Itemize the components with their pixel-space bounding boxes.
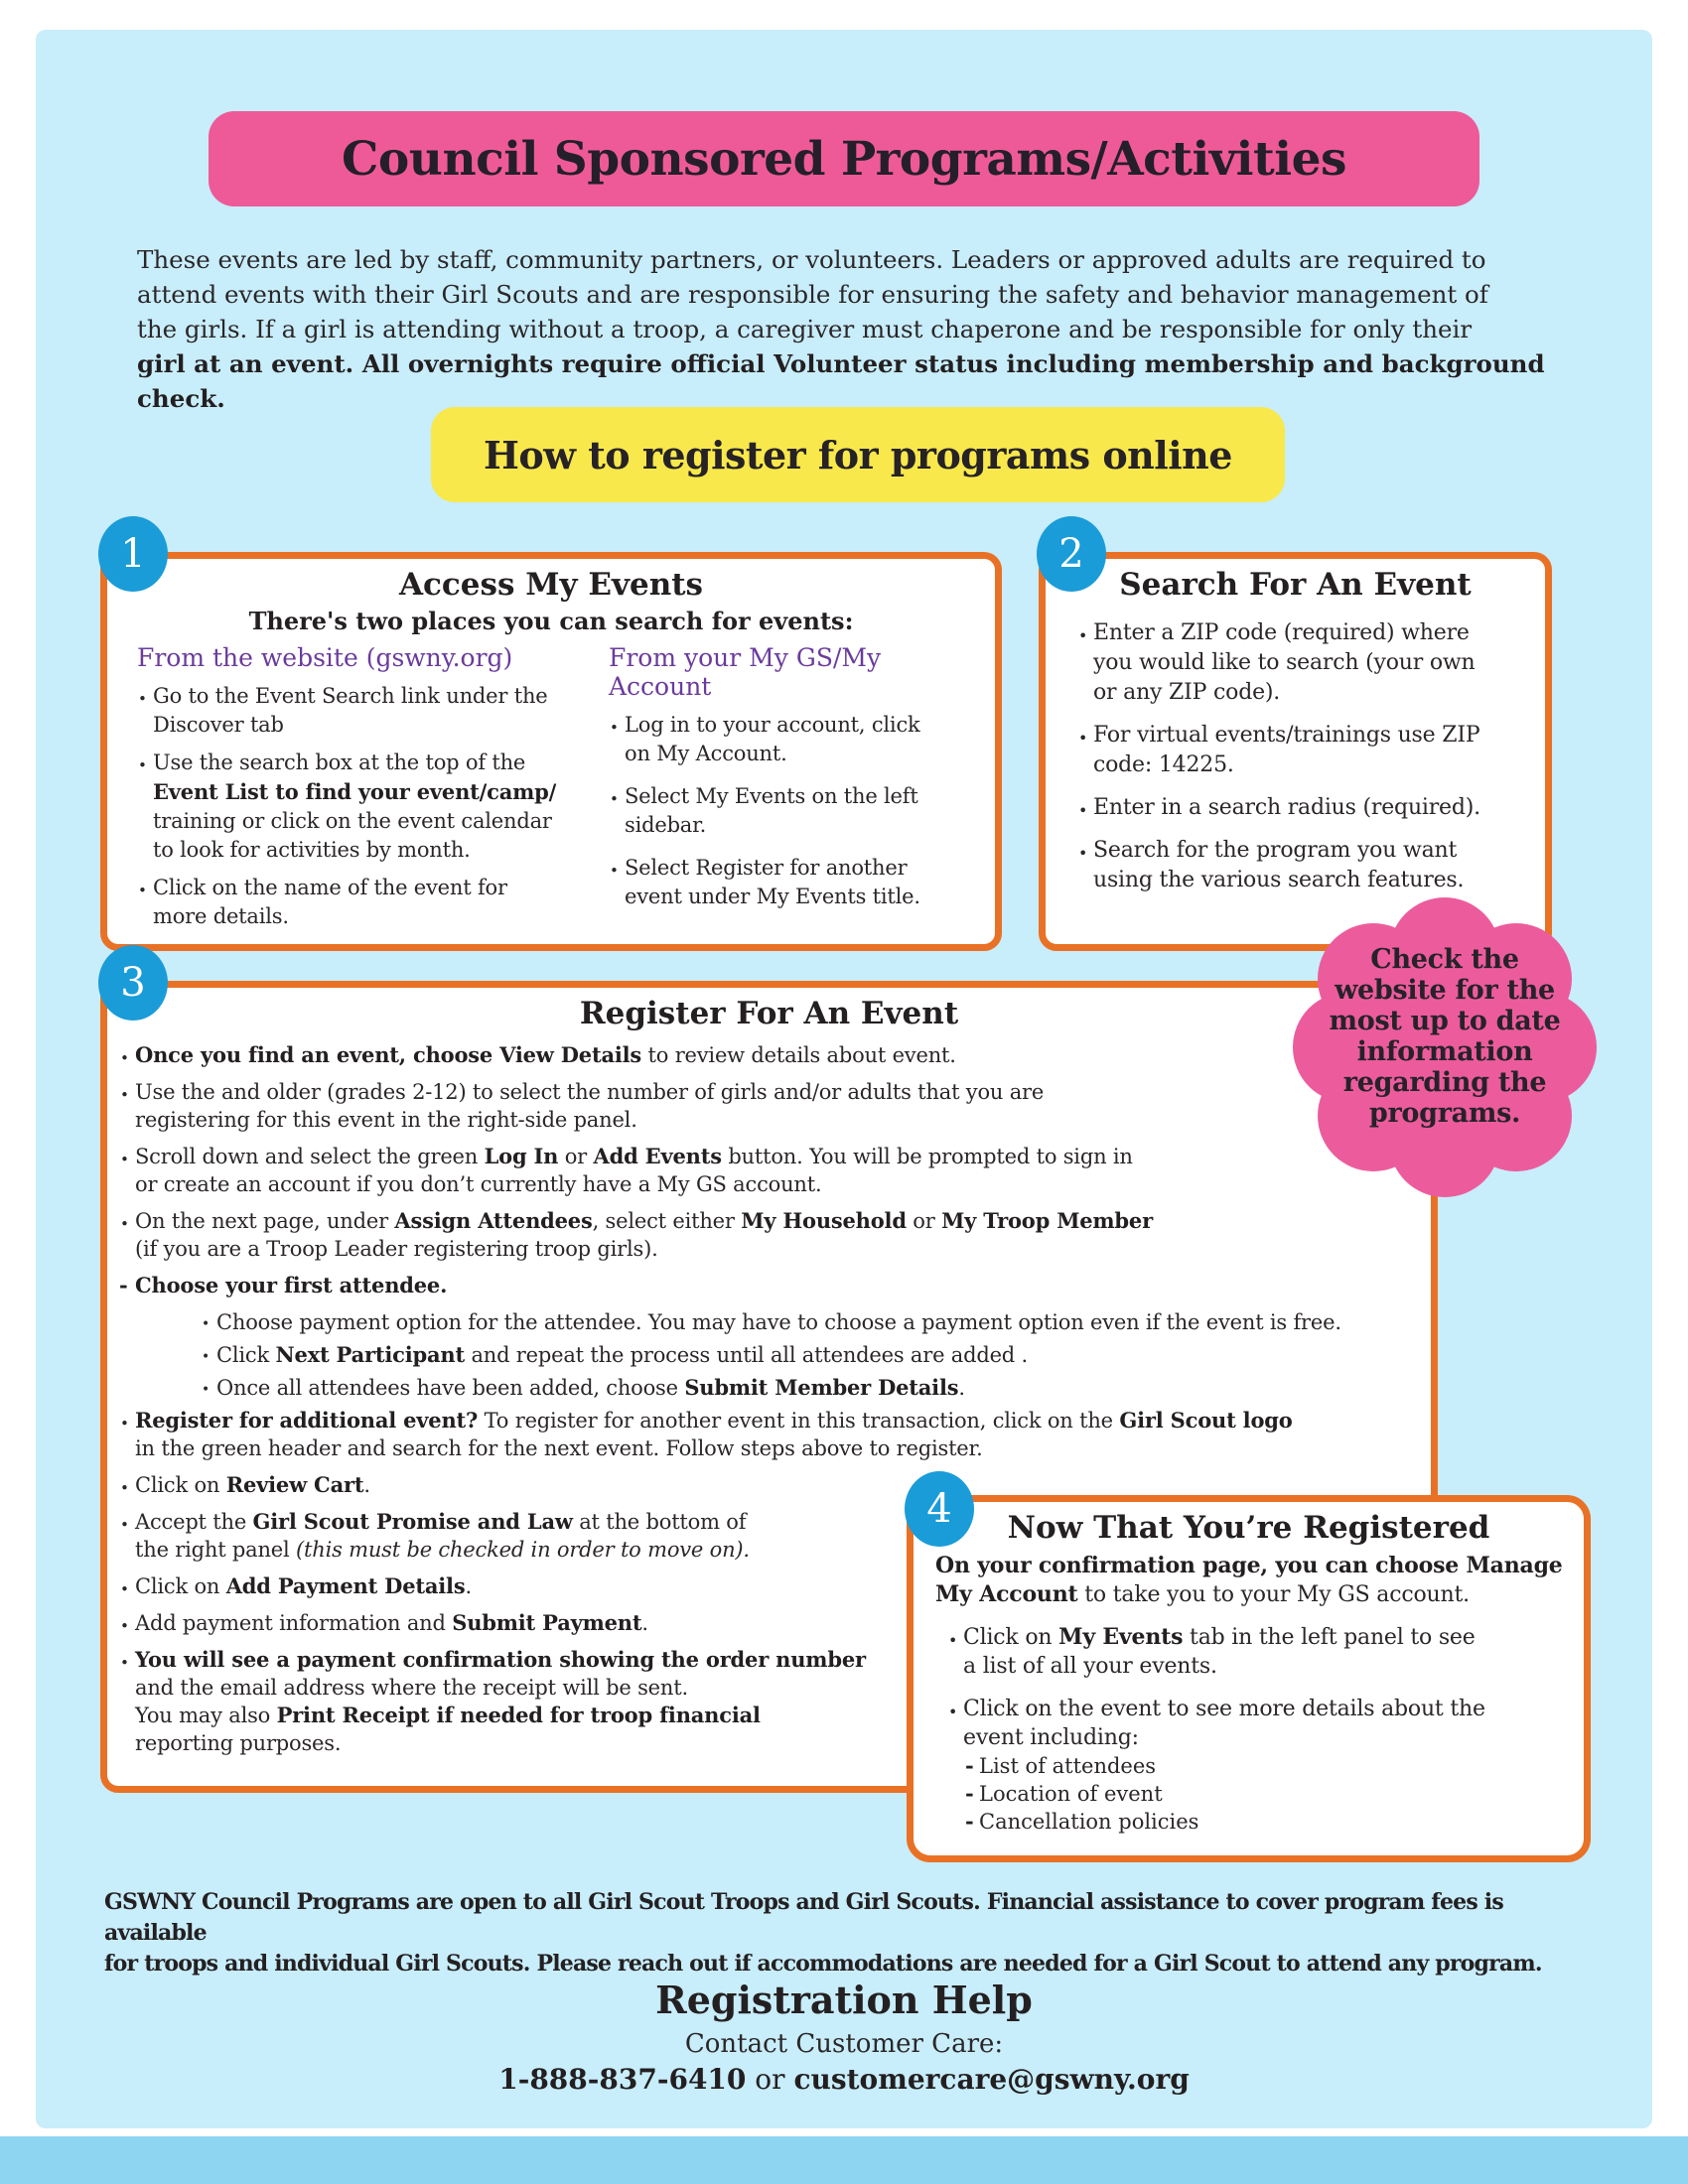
step3-number: 3: [120, 960, 146, 1006]
detail-item: - Cancellation policies: [965, 1808, 1570, 1836]
mygs-column-heading: From your My GS/My Account: [609, 643, 882, 701]
step1-title: Access My Events: [398, 567, 704, 603]
step4-lead-text: On your confirmation page, you can choose Manage My Account to take you to your My GS account.: [935, 1553, 1563, 1607]
step4-registered-box: [907, 1495, 1591, 1862]
list-item: - Choose your first attendee.: [119, 1272, 1415, 1299]
step4-number: 4: [926, 1486, 952, 1532]
step3-title: Register For An Event: [579, 996, 959, 1031]
howto-title: How to register for programs online: [484, 432, 1232, 478]
list-item: • Go to the Event Search link under the Discover tab: [137, 682, 594, 740]
list-item: • Use the search box at the top of the Event List to find your event/camp/ training or click on the event calendar to look for activities by month.: [137, 749, 594, 865]
list-item: • Add payment information and Submit Payment.: [119, 1609, 1415, 1637]
step3-number-badge: [98, 945, 168, 1021]
contact-customer-care-line: Contact Customer Care:: [684, 2029, 1004, 2059]
bottom-blue-strip: [0, 2136, 1688, 2184]
step2-number-badge: [1037, 516, 1106, 592]
sub-list-item: • Choose payment option for the attendee. You may have to choose a payment option even if the event is free.: [201, 1308, 1415, 1336]
list-item: • For virtual events/trainings use ZIP code: 14225.: [1077, 721, 1537, 780]
list-item: • Click on the event to see more details about the event including:: [947, 1695, 1570, 1752]
list-item: • Search for the program you want using the various search features.: [1077, 836, 1537, 895]
step1-website-column: [137, 643, 594, 940]
list-item: • Enter a ZIP code (required) where you would like to search (your own or any ZIP code).: [1077, 618, 1537, 708]
detail-item: - Location of event: [965, 1780, 1570, 1808]
footer-note: GSWNY Council Programs are open to all Girl Scout Troops and Girl Scouts. Financial assistance to cover program fees is available for troops and individual Girl Scouts. Please reach out if accommodations are needed for a Girl Scout to attend any program.: [104, 1889, 1542, 1977]
step1-subtitle: There's two places you can search for events:: [248, 607, 854, 635]
sub-list-item: • Click Next Participant and repeat the process until all attendees are added .: [201, 1341, 1415, 1369]
step1-number: 1: [120, 531, 146, 577]
step4-content: [914, 1546, 1584, 1836]
list-item: • Accept the Girl Scout Promise and Law at the bottom of the right panel (this must be checked in order to move on).: [119, 1508, 1415, 1564]
step1-mygs-column: [609, 643, 985, 940]
title-banner: [209, 111, 1479, 206]
list-item: • On the next page, under Assign Attendees, select either My Household or My Troop Member (if you are a Troop Leader registering troop girls).: [119, 1207, 1415, 1263]
list-item: • Click on Add Payment Details.: [119, 1572, 1415, 1600]
list-item: • Click on My Events tab in the left panel to see a list of all your events.: [947, 1623, 1570, 1681]
step1-columns: [107, 635, 995, 940]
intro-paragraph: These events are led by staff, community partners, or volunteers. Leaders or approved adults are required to attend events with their Girl Scouts and are responsible for ensuring the safety and behavior management of the girls. If a girl is attending without a troop, a caregiver must chaperone and be responsible for only their girl at an event. All overnights require official Volunteer status including membership and background check.: [137, 245, 1545, 413]
step1-number-badge: [98, 516, 168, 592]
list-item: • Select Register for another event under My Events title.: [609, 854, 985, 911]
website-column-heading: From the website (gswny.org): [137, 643, 513, 672]
list-item: • Use the and older (grades 2-12) to select the number of girls and/or adults that you are registering for this event in the right-side panel.: [119, 1078, 1415, 1134]
list-item: • You will see a payment confirmation showing the order number and the email address where the receipt will be sent. You may also Print Receipt if needed for troop financial reporting purposes.: [119, 1646, 1415, 1757]
registration-help-title: Registration Help: [655, 1978, 1033, 2022]
list-item: • Once you find an event, choose View Details to review details about event.: [119, 1041, 1415, 1069]
list-item: • Enter in a search radius (required).: [1077, 793, 1537, 823]
list-item: • Click on Review Cart.: [119, 1471, 1415, 1499]
phone-and-email-line: 1-888-837-6410 or customercare@gswny.org: [498, 2063, 1190, 2096]
step2-title: Search For An Event: [1119, 567, 1472, 603]
list-item: • Register for additional event? To register for another event in this transaction, click on the Girl Scout logo in the green header and search for the next event. Follow steps above to register.: [119, 1407, 1415, 1462]
howto-banner: [431, 407, 1285, 502]
step4-number-badge: [905, 1471, 974, 1547]
step1-access-my-events-box: [100, 552, 1002, 951]
list-item: • Click on the name of the event for more details.: [137, 874, 594, 931]
flower-note-text: Check the website for the most up to date information regarding the programs.: [1329, 944, 1561, 1129]
step2-number: 2: [1058, 531, 1084, 577]
list-item: • Log in to your account, click on My Account.: [609, 711, 985, 768]
flower-callout: [1291, 889, 1599, 1205]
page-title: Council Sponsored Programs/Activities: [342, 131, 1346, 187]
sub-list-item: • Once all attendees have been added, choose Submit Member Details.: [201, 1374, 1415, 1402]
list-item: • Select My Events on the left sidebar.: [609, 782, 985, 840]
list-item: • Scroll down and select the green Log In or Add Events button. You will be prompted to sign in or create an account if you don’t currently have a My GS account.: [119, 1143, 1415, 1198]
detail-item: - List of attendees: [965, 1752, 1570, 1780]
step4-title: Now That You’re Registered: [1007, 1510, 1490, 1546]
step2-bullet-list: [1046, 603, 1545, 895]
event-details-list: [965, 1752, 1570, 1836]
